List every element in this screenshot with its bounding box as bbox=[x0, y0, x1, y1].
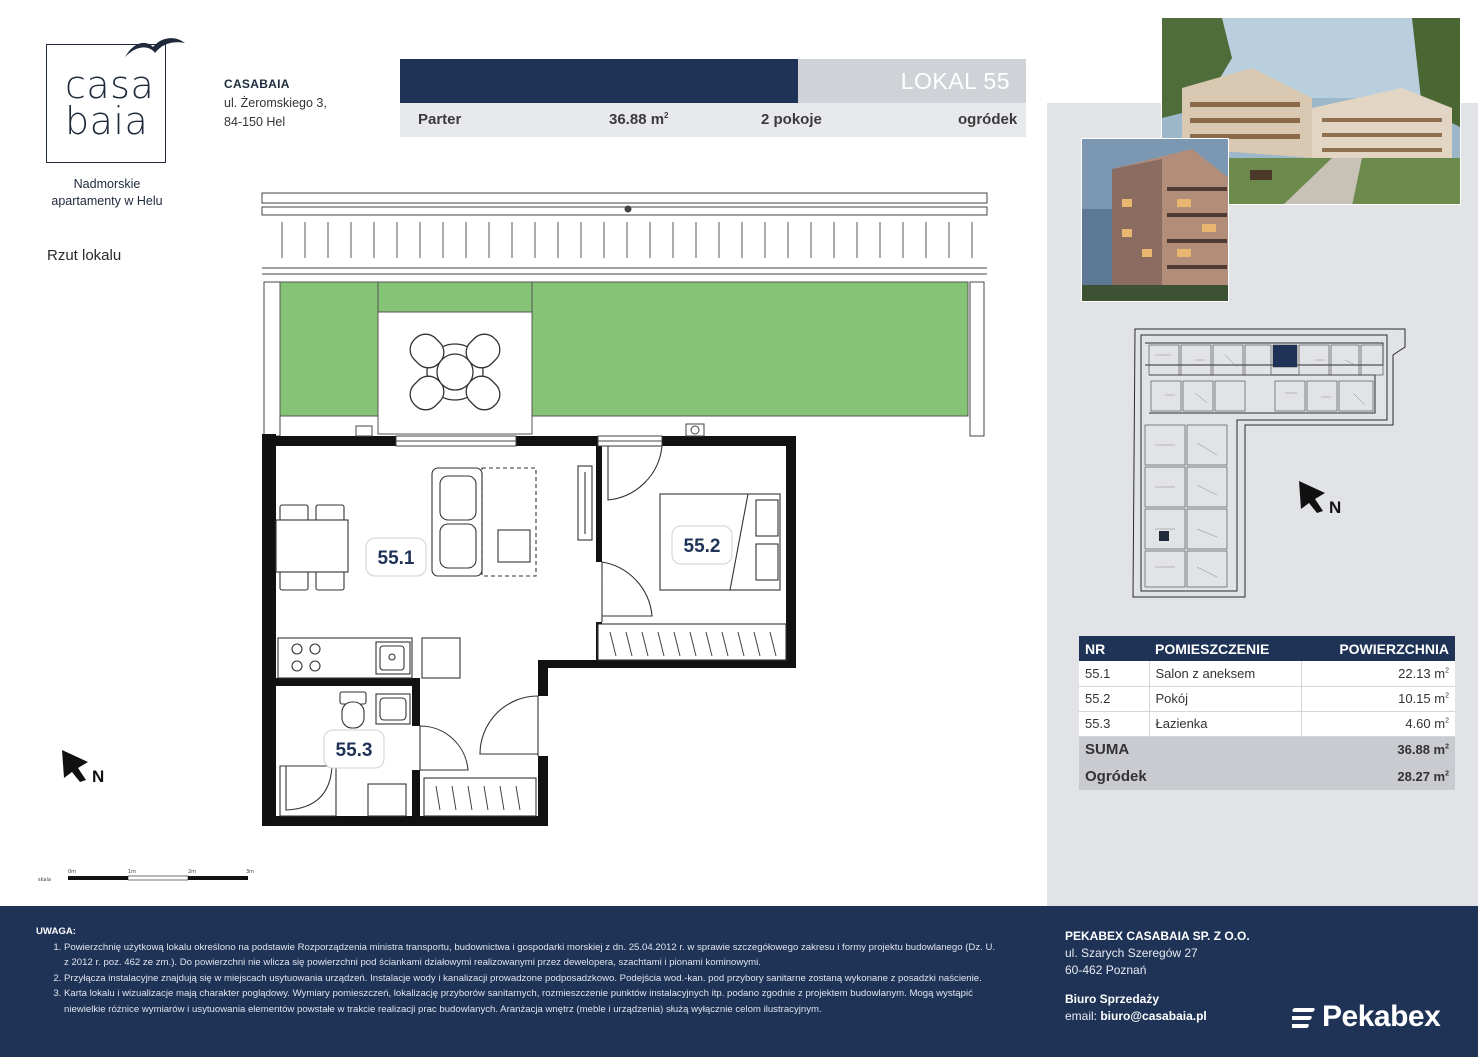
row-nr: 55.1 bbox=[1079, 661, 1149, 686]
logo-line-1: casa bbox=[65, 63, 155, 107]
north-arrow-icon bbox=[62, 750, 104, 786]
row-nr: 55.3 bbox=[1079, 711, 1149, 736]
north-label: N bbox=[92, 767, 105, 786]
row-area-value: 22.13 m bbox=[1398, 665, 1446, 681]
garden-value-sup: 2 bbox=[1445, 770, 1449, 778]
scale-tick-1: 1m bbox=[128, 869, 137, 875]
address-city: 84-150 Hel bbox=[224, 115, 286, 129]
row-room: Łazienka bbox=[1149, 711, 1301, 736]
table-row bbox=[1079, 661, 1455, 686]
notes-title: UWAGA: bbox=[36, 926, 76, 937]
railing-posts bbox=[282, 222, 972, 258]
room-label-2: 55.2 bbox=[683, 536, 721, 557]
header-area: POWIERZCHNIA bbox=[1301, 636, 1455, 661]
note-item: 1. Powierzchnię użytkową lokalu określono na podstawie Rozporządzenia ministra transportu, budownictwa i gospodarki morskiej z dn. 25.04.2012 r. w sprawie szczegółowego zakresu i formy projektu budowlanego (Dz. U. z 2012 r. poz. 462 ze zm.). Do powierzchni nie wlicza się powierzchni pod ściankami działowymi realizowanymi przez dewelopera, szachtami i pionami kominowymi. bbox=[64, 940, 996, 971]
scale-tick-0: 0m bbox=[68, 869, 77, 875]
scale-tick-2: 2m bbox=[188, 869, 197, 875]
row-area-value: 10.15 m bbox=[1398, 691, 1446, 706]
email-link[interactable]: biuro@casabaia.pl bbox=[1100, 1009, 1207, 1023]
living-room-furniture bbox=[276, 466, 592, 590]
kitchen bbox=[278, 638, 460, 678]
garden-value bbox=[1301, 763, 1455, 790]
developer-city: 60-462 Poznań bbox=[1065, 963, 1147, 977]
note-item: 3. Karta lokalu i wizualizacje mają charakter poglądowy. Wymiary pomieszczeń, lokalizację przyborów sanitarnych, rozmieszczenie punktów instalacyjnych itp. podano zgodnie z projektem budowlanym. Mogą wystąpić niewielkie różnice wymiarów i usytuowania elementów powstałe w trakcie realizacji prac budowlanych. Aranżacja wnętrz (meble i urządzenia) służą wyłącznie celom ilustracyjnym. bbox=[64, 986, 996, 1017]
scale-tick-3: 3m bbox=[246, 869, 255, 875]
site-north-label: N bbox=[1329, 498, 1342, 517]
address-street: ul. Żeromskiego 3, bbox=[224, 96, 327, 110]
pekabex-logo-icon bbox=[1292, 1006, 1318, 1030]
garden-label: Ogródek bbox=[1079, 763, 1301, 790]
sum-value bbox=[1301, 736, 1455, 763]
row-nr: 55.2 bbox=[1079, 686, 1149, 711]
header-room: POMIESZCZENIE bbox=[1149, 636, 1301, 661]
row-area bbox=[1301, 661, 1455, 686]
sales-email bbox=[1065, 1008, 1250, 1025]
room-label-1: 55.1 bbox=[377, 548, 415, 569]
scale-label: skala bbox=[38, 877, 51, 883]
lokal-number: LOKAL 55 bbox=[900, 68, 1010, 94]
table-header-row bbox=[1079, 636, 1455, 661]
sales-office-title: Biuro Sprzedaży bbox=[1065, 992, 1160, 1006]
sum-row bbox=[1079, 736, 1455, 763]
developer-info bbox=[1065, 928, 1250, 1025]
row-room: Salon z aneksem bbox=[1149, 661, 1301, 686]
bedroom-furniture bbox=[598, 494, 786, 660]
address-company: CASABAIA bbox=[224, 77, 290, 91]
garden-row bbox=[1079, 763, 1455, 790]
row-area-sup: 2 bbox=[1445, 667, 1449, 675]
disclaimer-notes bbox=[36, 924, 996, 1017]
garden-area bbox=[264, 282, 984, 436]
floor-label: Parter bbox=[418, 111, 462, 128]
table-row bbox=[1079, 711, 1455, 736]
sum-label: SUMA bbox=[1079, 736, 1301, 763]
row-area-value: 4.60 m bbox=[1405, 716, 1446, 731]
site-plan bbox=[1125, 325, 1415, 600]
developer-name: PEKABEX CASABAIA SP. Z O.O. bbox=[1065, 929, 1250, 943]
rooms-count: 2 pokoje bbox=[761, 111, 822, 128]
garden-value-text: 28.27 m bbox=[1397, 769, 1446, 784]
sum-value-sup: 2 bbox=[1445, 743, 1449, 751]
developer-street: ul. Szarych Szeregów 27 bbox=[1065, 946, 1198, 960]
header-nr: NR bbox=[1079, 636, 1149, 661]
sum-value-text: 36.88 m bbox=[1397, 742, 1446, 758]
room-area-table bbox=[1079, 636, 1455, 790]
row-area bbox=[1301, 711, 1455, 736]
email-label: email: bbox=[1065, 1009, 1101, 1023]
scale-bar bbox=[38, 869, 254, 883]
site-north-arrow-icon bbox=[1299, 481, 1341, 517]
row-area-sup: 2 bbox=[1445, 692, 1449, 700]
building-render-small bbox=[1081, 138, 1229, 302]
row-area-sup: 2 bbox=[1445, 717, 1449, 725]
row-room: Pokój bbox=[1149, 686, 1301, 711]
pekabex-brand: Pekabex bbox=[1322, 1000, 1441, 1033]
tagline-line-1: Nadmorskie bbox=[73, 177, 141, 191]
tagline-line-2: apartamenty w Helu bbox=[51, 194, 163, 208]
footer bbox=[0, 906, 1478, 1057]
logo-line-2: baia bbox=[65, 99, 149, 143]
extra-feature: ogródek bbox=[958, 111, 1018, 128]
section-title: Rzut lokalu bbox=[47, 247, 122, 264]
room-label-3: 55.3 bbox=[335, 740, 373, 761]
table-row bbox=[1079, 686, 1455, 711]
unit-area-sup: 2 bbox=[664, 111, 669, 120]
balcony-railing bbox=[262, 193, 987, 274]
note-item: 2. Przyłącza instalacyjne znajdują się w miejscach usytuowania urządzeń. Instalacje wody i kanalizacji prowadzone podposadzkowo. Podejścia wod.-kan. pod przybory sanitarne zostaną wykonane z posadzki naścienie. bbox=[64, 971, 996, 987]
unit-area-value: 36.88 m bbox=[609, 111, 665, 128]
row-area bbox=[1301, 686, 1455, 711]
